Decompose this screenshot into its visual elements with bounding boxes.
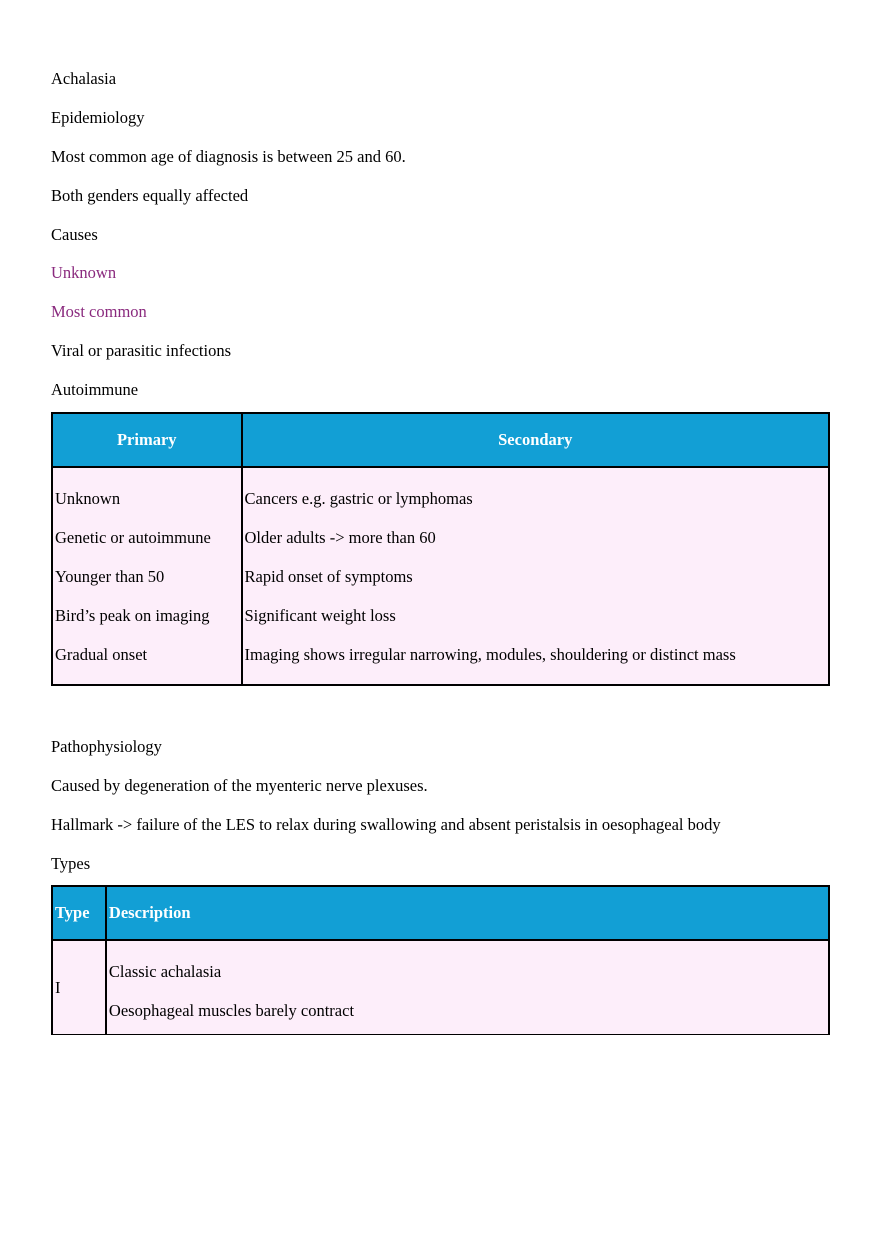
table-header-row [52, 413, 829, 467]
epidemiology-line: Most common age of diagnosis is between 25 and 60. [51, 147, 406, 166]
table-row [52, 467, 829, 685]
causes-table [51, 412, 830, 686]
pathophysiology-line: Hallmark -> failure of the LES to relax during swallowing and absent peristalsis in oesophageal body [51, 815, 721, 834]
description-cell [106, 940, 829, 1035]
causes-link-unknown[interactable]: Unknown [51, 263, 117, 282]
types-table [51, 885, 830, 1035]
secondary-cause-item: Rapid onset of symptoms [244, 567, 413, 586]
causes-link-most-common[interactable]: Most common [51, 302, 147, 321]
epidemiology-line: Both genders equally affected [51, 186, 249, 205]
primary-cause-item: Genetic or autoimmune [55, 528, 211, 547]
secondary-cause-item: Older adults -> more than 60 [244, 528, 436, 547]
description-line: Classic achalasia [108, 962, 222, 981]
section-heading-types: Types [51, 854, 91, 873]
section-heading-epidemiology: Epidemiology [51, 108, 145, 127]
column-header-primary: Primary [52, 413, 242, 467]
primary-cause-item: Gradual onset [55, 645, 148, 664]
primary-causes-cell [52, 467, 242, 685]
column-header-secondary: Secondary [242, 413, 830, 467]
description-line: Oesophageal muscles barely contract [108, 1001, 355, 1020]
secondary-cause-item: Significant weight loss [244, 606, 396, 625]
primary-cause-item: Unknown [55, 489, 121, 508]
pathophysiology-line: Caused by degeneration of the myenteric nerve plexuses. [51, 776, 428, 795]
table-header-row [52, 886, 829, 940]
secondary-cause-item: Imaging shows irregular narrowing, modules, shouldering or distinct mass [244, 645, 736, 664]
column-header-description: Description [106, 886, 829, 940]
primary-cause-item: Younger than 50 [55, 567, 165, 586]
document-title: Achalasia [51, 69, 117, 88]
causes-line: Autoimmune [51, 380, 139, 399]
causes-line: Viral or parasitic infections [51, 341, 231, 360]
section-heading-pathophysiology: Pathophysiology [51, 737, 162, 756]
section-heading-causes: Causes [51, 225, 98, 244]
secondary-cause-item: Cancers e.g. gastric or lymphomas [244, 489, 473, 508]
column-header-type: Type [52, 886, 106, 940]
table-row [52, 940, 829, 1035]
type-cell: I [52, 940, 106, 1035]
secondary-causes-cell [242, 467, 830, 685]
primary-cause-item: Bird’s peak on imaging [55, 606, 210, 625]
